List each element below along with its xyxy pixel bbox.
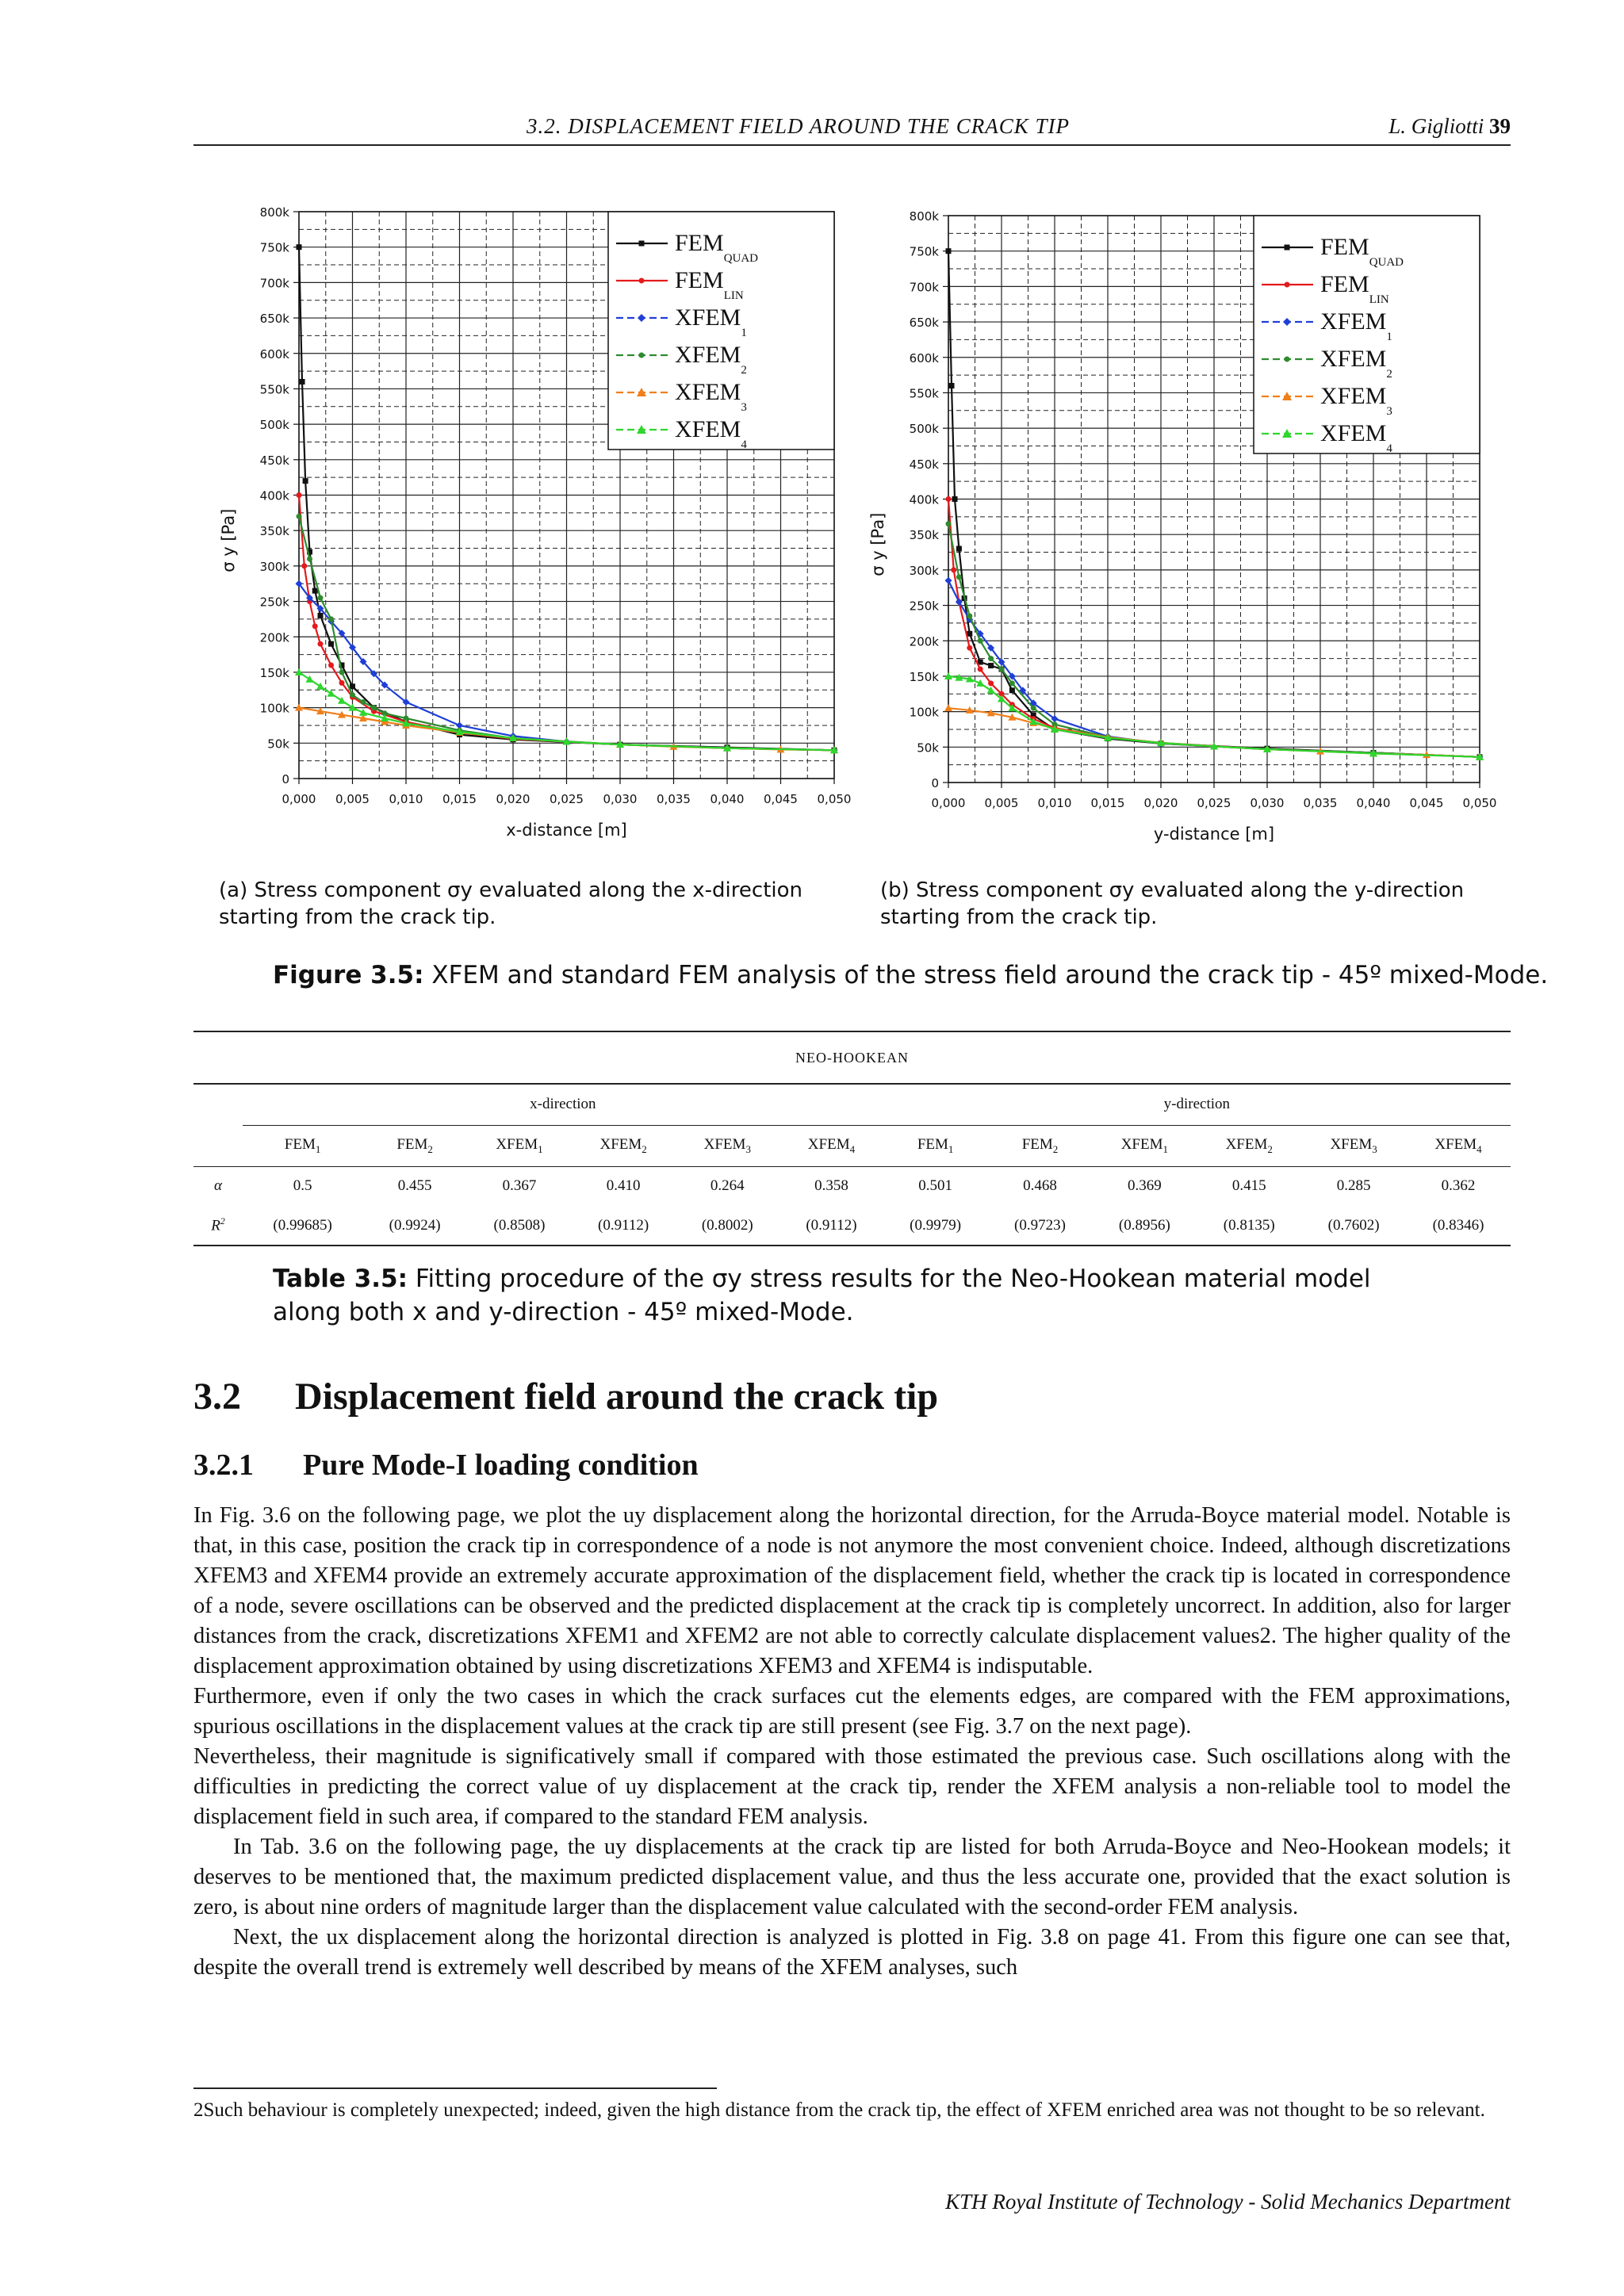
table-col-header: $FEM_2$ (1021, 1135, 1059, 1155)
legend-entry: $XFEM_1$ (1320, 308, 1392, 343)
x-tick-label: 0,025 (1197, 796, 1231, 810)
data-point (338, 697, 346, 704)
y-tick-label: 0 (282, 772, 289, 786)
y-tick-label: 600k (259, 346, 289, 362)
x-tick-label: 0,045 (1409, 796, 1444, 810)
data-point (945, 577, 952, 584)
legend-entry: $XFEM_4$ (1320, 420, 1392, 455)
legend-entry: $XFEM_3$ (1320, 383, 1392, 418)
y-tick-label: 600k (909, 350, 939, 365)
subsection-number: 3.2.1 (193, 1448, 254, 1482)
plot-a-stress-x-direction (208, 202, 868, 868)
data-point (946, 496, 952, 502)
data-point (339, 680, 345, 686)
y-tick-label: 450k (259, 453, 289, 468)
data-point (350, 692, 355, 698)
data-point (297, 492, 302, 498)
data-point (318, 595, 324, 601)
running-header (193, 109, 1511, 146)
row-r2-label: $R^2$ (211, 1215, 225, 1234)
row-alpha-label: α (214, 1177, 222, 1195)
data-point (967, 613, 972, 618)
data-point (316, 683, 324, 690)
table-title: NEO-HOOKEAN (795, 1049, 909, 1066)
data-point (946, 521, 952, 526)
data-point (328, 616, 334, 622)
data-point (956, 546, 962, 552)
header-section-title: 3.2. DISPLACEMENT FIELD AROUND THE CRACK TIP (527, 114, 1071, 138)
subsection-heading (193, 1448, 699, 1483)
table-cell-alpha: 0.362 (1441, 1177, 1476, 1195)
x-tick-label: 0,025 (550, 792, 584, 806)
x-tick-label: 0,005 (984, 796, 1019, 810)
paragraph: In Fig. 3.6 on the following page, we plot the uy displacement along the horizontal direction, for the Arruda-Boyce material model. Notable is that, in this case, position the crack tip in correspondence of a node is not anymore the most convenient choice. Indeed, although discretizations XFEM3 and XFEM4 provide an extremely accurate approximation of the displacement field, whether the crack tip is located in correspondence of a node, severe oscillations can be observed and the predicted displacement at the crack tip is completely uncorrect. In addition, also for larger distances from the crack, discretizations XFEM1 and XFEM2 are not able to correctly calculate displacement values2. The higher quality of the displacement approximation obtained by using discretizations XFEM3 and XFEM4 is indisputable. (193, 1503, 1511, 1678)
table-col-header: $XFEM_1$ (1120, 1135, 1168, 1155)
table-cell-r2: (0.9112) (598, 1216, 649, 1234)
y-tick-label: 450k (909, 457, 939, 472)
data-point (307, 556, 312, 561)
legend-marker (1285, 357, 1290, 362)
y-tick-label: 800k (259, 205, 289, 220)
y-tick-label: 300k (259, 559, 289, 574)
subcaption-a-text: (a) Stress component σy evaluated along the x-direction starting from the crack tip. (219, 878, 802, 929)
legend-entry: $XFEM_2$ (1320, 346, 1392, 381)
y-tick-label: 400k (909, 492, 939, 507)
data-point (297, 514, 302, 519)
plot-b-stress-y-direction (863, 202, 1505, 868)
x-axis-label: y-distance [m] (1153, 825, 1275, 844)
table-cell-r2: (0.8346) (1432, 1216, 1484, 1234)
data-point (1031, 706, 1036, 711)
data-point (371, 705, 377, 710)
table-cell-alpha: 0.455 (397, 1177, 432, 1195)
section-number: 3.2 (193, 1376, 241, 1418)
table-col-header: $XFEM_4$ (1434, 1135, 1482, 1155)
table-cell-r2: (0.9723) (1014, 1216, 1066, 1234)
legend-entry: $XFEM_2$ (675, 342, 747, 377)
data-point (328, 641, 334, 647)
section-heading (193, 1375, 938, 1418)
x-tick-label: 0,045 (764, 792, 798, 806)
table-col-header: $XFEM_2$ (1225, 1135, 1273, 1155)
y-tick-label: 200k (259, 630, 289, 645)
data-point (1009, 680, 1015, 686)
x-tick-label: 0,000 (931, 796, 966, 810)
data-point (312, 623, 318, 629)
x-tick-label: 0,040 (710, 792, 745, 806)
legend (608, 212, 834, 451)
x-tick-label: 0,010 (389, 792, 423, 806)
data-point (1029, 718, 1037, 725)
table-caption-text: Fitting procedure of the σy stress results for the Neo-Hookean material model along both x and y-direction - 45º mixed-Mode. (273, 1265, 1371, 1326)
table-cell-alpha: 0.5 (293, 1177, 312, 1195)
table-group-x: x-direction (243, 1084, 883, 1125)
x-tick-label: 0,005 (335, 792, 370, 806)
table-col-header: $FEM_2$ (396, 1135, 433, 1155)
x-tick-label: 0,030 (603, 792, 638, 806)
legend (1254, 216, 1480, 455)
data-point (361, 699, 366, 705)
paragraph: Next, the ux displacement along the horizontal direction is analyzed is plotted in Fig. 3.8 on page 41. From this figure one can see that, despite the overall trend is extremely well described by means of the XFEM analyses, such (193, 1925, 1511, 1980)
subsection-title: Pure Mode-I loading condition (303, 1448, 699, 1482)
page-number: 39 (1489, 114, 1511, 138)
table-cell-alpha: 0.264 (710, 1177, 745, 1195)
legend-entry: $FEM_{QUAD}$ (1320, 234, 1404, 269)
x-tick-label: 0,035 (657, 792, 691, 806)
y-tick-label: 400k (259, 488, 289, 503)
y-tick-label: 50k (917, 740, 939, 756)
section-title: Displacement field around the crack tip (295, 1376, 939, 1418)
paragraph: Nevertheless, their magnitude is significatively small if compared with those estimated the previous case. Such oscillations along with the difficulties in predicting the correct value of uy displacement at the crack tip, render the XFEM analysis a non-reliable tool to model the displacement field in such area, if compared to the standard FEM analysis. (193, 1744, 1511, 1829)
y-tick-label: 750k (909, 244, 939, 259)
data-point (301, 563, 307, 568)
legend-marker (639, 353, 645, 358)
footnote-rule (193, 2087, 717, 2089)
table-col-header: $FEM_1$ (917, 1135, 954, 1155)
legend-entry: $FEM_{LIN}$ (1320, 271, 1389, 306)
data-point (949, 383, 955, 388)
table-cell-r2: (0.9112) (806, 1216, 857, 1234)
table-col-header: $XFEM_3$ (703, 1135, 751, 1155)
table-cell-r2: (0.9979) (910, 1216, 962, 1234)
table-col-header: $XFEM_3$ (1330, 1135, 1377, 1155)
y-tick-label: 550k (909, 386, 939, 401)
table-group-y: y-direction (883, 1084, 1511, 1125)
table-cell-r2: (0.8956) (1118, 1216, 1170, 1234)
legend-marker (639, 241, 645, 247)
data-point (312, 588, 318, 594)
body-text (193, 1501, 1511, 1983)
x-axis-label: x-distance [m] (506, 821, 627, 840)
table-caption (273, 1262, 1438, 1329)
data-point (988, 663, 994, 668)
y-tick-label: 550k (259, 382, 289, 397)
legend-marker (1285, 245, 1290, 251)
table-col-header: $FEM_1$ (284, 1135, 321, 1155)
y-tick-label: 500k (259, 418, 289, 433)
x-tick-label: 0,040 (1356, 796, 1391, 810)
table-col-header: $XFEM_4$ (807, 1135, 856, 1155)
y-tick-label: 150k (909, 669, 939, 684)
paragraph: Furthermore, even if only the two cases in which the crack surfaces cut the elements edges, are compared with the FEM approximations, spurious oscillations in the displacement values at the crack tip are still present (see Fig. 3.7 on the next page). (193, 1684, 1511, 1739)
y-tick-label: 200k (909, 634, 939, 649)
legend-marker (1285, 282, 1290, 288)
data-point (988, 680, 994, 686)
legend-entry: $FEM_{QUAD}$ (675, 230, 759, 265)
table-cell-alpha: 0.358 (814, 1177, 848, 1195)
y-tick-label: 50k (267, 737, 289, 752)
y-tick-label: 350k (259, 524, 289, 539)
y-tick-label: 700k (259, 276, 289, 291)
x-tick-label: 0,020 (496, 792, 530, 806)
page-footer: KTH Royal Institute of Technology - Solid Mechanics Department (945, 2190, 1511, 2214)
table-col-header: $XFEM_1$ (496, 1135, 543, 1155)
y-tick-label: 750k (259, 240, 289, 255)
y-tick-label: 250k (909, 599, 939, 614)
data-point (318, 641, 324, 647)
data-point (1009, 687, 1015, 693)
table-cell-alpha: 0.369 (1127, 1177, 1162, 1195)
data-point (297, 244, 302, 250)
footnote: 2Such behaviour is completely unexpected; indeed, given the high distance from the crack tip, the effect of XFEM enriched area was not thought to be so relevant. (193, 2099, 1485, 2121)
y-tick-label: 800k (909, 209, 939, 224)
y-tick-label: 100k (909, 705, 939, 720)
table-cell-r2: (0.99685) (273, 1216, 332, 1234)
table-col-header: $XFEM_2$ (599, 1135, 647, 1155)
x-tick-label: 0,000 (282, 792, 316, 806)
data-point (946, 248, 952, 254)
subcaption-a (219, 877, 853, 931)
table-cell-r2: (0.8508) (493, 1216, 546, 1234)
table-cell-alpha: 0.468 (1023, 1177, 1057, 1195)
data-point (951, 567, 956, 572)
legend-entry: $FEM_{LIN}$ (675, 267, 744, 302)
fit-table (193, 1031, 1511, 1246)
table-cell-alpha: 0.285 (1336, 1177, 1371, 1195)
table-cell-alpha: 0.415 (1231, 1177, 1266, 1195)
data-point (978, 667, 983, 672)
y-tick-label: 650k (909, 316, 939, 331)
table-cell-alpha: 0.367 (502, 1177, 537, 1195)
table-cell-alpha: 0.501 (918, 1177, 952, 1195)
x-tick-label: 0,020 (1143, 796, 1178, 810)
subcaption-b (880, 877, 1507, 931)
data-point (303, 478, 308, 484)
data-point (350, 683, 355, 689)
x-tick-label: 0,050 (817, 792, 852, 806)
y-tick-label: 700k (909, 280, 939, 295)
y-axis-label: σ y [Pa] (868, 512, 887, 576)
paragraph: In Tab. 3.6 on the following page, the uy displacements at the crack tip are listed for both Arruda-Boyce and Neo-Hookean models; it deserves to be mentioned that, the maximum predicted displacement value, and thus the less accurate one, provided that the exact solution is zero, is about nine orders of magnitude larger than the displacement value calculated with the second-order FEM analysis. (193, 1835, 1511, 1919)
legend-marker (639, 278, 645, 284)
data-point (327, 690, 335, 697)
legend-entry: $XFEM_3$ (675, 379, 747, 414)
data-point (306, 675, 314, 683)
legend-entry: $XFEM_1$ (675, 304, 747, 339)
y-tick-label: 0 (931, 776, 939, 790)
x-tick-label: 0,010 (1037, 796, 1072, 810)
table-cell-r2: (0.8135) (1223, 1216, 1275, 1234)
figure-caption-text: XFEM and standard FEM analysis of the stress field around the crack tip - 45º mixed-Mode. (423, 961, 1549, 989)
data-point (988, 656, 994, 661)
data-point (300, 379, 305, 385)
table-cell-r2: (0.9924) (389, 1216, 441, 1234)
y-tick-label: 500k (909, 422, 939, 437)
y-tick-label: 250k (259, 595, 289, 610)
table-cell-r2: (0.7602) (1327, 1216, 1380, 1234)
table-caption-label: Table 3.5: (273, 1265, 408, 1293)
legend-entry: $XFEM_4$ (675, 416, 747, 451)
data-point (328, 663, 334, 668)
header-author: L. Gigliotti (1388, 114, 1484, 138)
data-point (952, 496, 958, 502)
data-point (999, 667, 1005, 672)
y-tick-label: 650k (259, 312, 289, 327)
y-tick-label: 350k (909, 528, 939, 543)
data-point (967, 645, 972, 651)
x-tick-label: 0,035 (1303, 796, 1338, 810)
figure-caption-label: Figure 3.5: (273, 961, 424, 989)
x-tick-label: 0,015 (442, 792, 477, 806)
x-tick-label: 0,050 (1462, 796, 1497, 810)
subcaption-b-text: (b) Stress component σy evaluated along the y-direction starting from the crack tip. (880, 878, 1465, 929)
figure-caption (273, 961, 1548, 989)
y-tick-label: 100k (259, 701, 289, 716)
table-cell-alpha: 0.410 (606, 1177, 641, 1195)
header-author-page (1388, 114, 1511, 139)
y-tick-label: 150k (259, 665, 289, 680)
data-point (978, 638, 983, 644)
data-point (318, 613, 324, 618)
x-tick-label: 0,030 (1250, 796, 1285, 810)
y-axis-label: σ y [Pa] (219, 508, 238, 572)
data-point (956, 574, 962, 580)
data-point (339, 669, 345, 675)
x-tick-label: 0,015 (1090, 796, 1125, 810)
y-tick-label: 300k (909, 563, 939, 578)
table-cell-r2: (0.8002) (701, 1216, 753, 1234)
